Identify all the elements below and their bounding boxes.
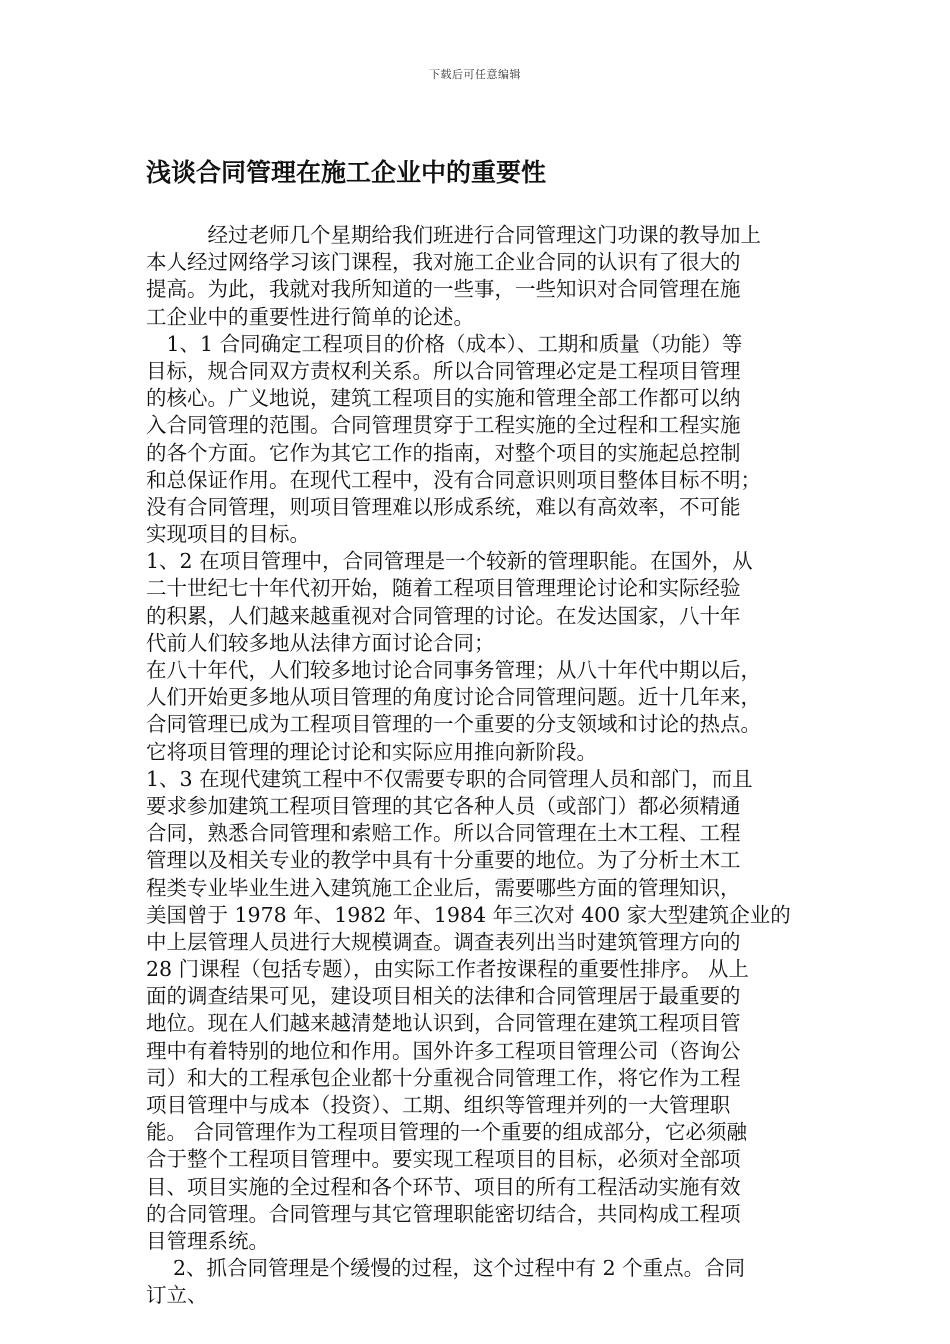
body-line: 合于整个工程项目管理中。要实现工程项目的目标，必须对全部项 xyxy=(146,1147,741,1172)
body-line: 理中有着特别的地位和作用。国外许多工程项目管理公司（咨询公 xyxy=(146,1038,741,1063)
body-line: 面的调查结果可见，建设项目相关的法律和合同管理居于最重要的 xyxy=(146,984,741,1009)
body-line: 它将项目管理的理论讨论和实际应用推向新阶段。 xyxy=(146,739,597,764)
body-line: 工企业中的重要性进行简单的论述。 xyxy=(146,304,474,329)
body-line: 的积累，人们越来越重视对合同管理的讨论。在发达国家，八十年 xyxy=(146,603,741,628)
body-line: 和总保证作用。在现代工程中，没有合同意识则项目整体目标不明； xyxy=(146,467,761,492)
body-line: 合同，熟悉合同管理和索赔工作。所以合同管理在土木工程、工程 xyxy=(146,821,741,846)
body-line: 管理以及相关专业的教学中具有十分重要的地位。为了分析土木工 xyxy=(146,848,741,873)
body-line: 1、3 在现代建筑工程中不仅需要专职的合同管理人员和部门，而且 xyxy=(146,766,753,791)
body-line: 合同管理已成为工程项目管理的一个重要的分支领域和讨论的热点。 xyxy=(146,712,761,737)
body-line: 程类专业毕业生进入建筑施工企业后，需要哪些方面的管理知识， xyxy=(146,875,741,900)
body-line: 本人经过网络学习该门课程，我对施工企业合同的认识有了很大的 xyxy=(146,250,741,275)
body-line: 美国曾于 1978 年、1982 年、1984 年三次对 400 家大型建筑企业的 xyxy=(146,902,791,927)
body-line: 订立、 xyxy=(146,1283,208,1308)
body-line: 没有合同管理，则项目管理难以形成系统，难以有高效率，不可能 xyxy=(146,494,741,519)
body-line: 中上层管理人员进行大规模调查。调查表列出当时建筑管理方向的 xyxy=(146,929,741,954)
body-line: 1、2 在项目管理中，合同管理是一个较新的管理职能。在国外，从 xyxy=(146,549,753,574)
page-header: 下载后可任意编辑 xyxy=(429,68,521,81)
body-line: 的各个方面。它作为其它工作的指南，对整个项目的实施起总控制 xyxy=(146,440,741,465)
body-line: 人们开始更多地从项目管理的角度讨论合同管理问题。近十几年来， xyxy=(146,685,761,710)
body-line: 项目管理中与成本（投资）、工期、组织等管理并列的一大管理职 xyxy=(146,1093,731,1117)
body-line: 2、抓合同管理是个缓慢的过程，这个过程中有 2 个重点。合同 xyxy=(146,1256,746,1281)
body-line: 的合同管理。合同管理与其它管理职能密切结合，共同构成工程项 xyxy=(146,1201,741,1226)
body-line: 的核心。广义地说，建筑工程项目的实施和管理全部工作都可以纳 xyxy=(146,386,741,411)
body-line: 在八十年代，人们较多地讨论合同事务管理；从八十年代中期以后， xyxy=(146,658,761,682)
body-line: 地位。现在人们越来越清楚地认识到，合同管理在建筑工程项目管 xyxy=(146,1011,741,1036)
body-line: 代前人们较多地从法律方面讨论合同； xyxy=(146,630,495,655)
body-line: 提高。为此，我就对我所知道的一些事，一些知识对合同管理在施 xyxy=(146,277,741,302)
body-line: 目标，规合同双方责权利关系。所以合同管理必定是工程项目管理 xyxy=(146,358,741,383)
body-line: 目、项目实施的全过程和各个环节、项目的所有工程活动实施有效 xyxy=(146,1174,741,1199)
body-line: 二十世纪七十年代初开始，随着工程项目管理理论讨论和实际经验 xyxy=(146,576,741,601)
body-line: 1、1 合同确定工程项目的价格（成本）、工期和质量（功能）等 xyxy=(146,331,743,356)
body-line: 实现项目的目标。 xyxy=(146,522,310,547)
body-line: 能。 合同管理作为工程项目管理的一个重要的组成部分，它必须融 xyxy=(146,1120,748,1145)
body-line: 入合同管理的范围。合同管理贯穿于工程实施的全过程和工程实施 xyxy=(146,413,741,438)
body-line: 司）和大的工程承包企业都十分重视合同管理工作，将它作为工程 xyxy=(146,1065,741,1090)
document-title: 浅谈合同管理在施工企业中的重要性 xyxy=(146,158,547,187)
body-line: 要求参加建筑工程项目管理的其它各种人员（或部门）都必须精通 xyxy=(146,793,741,818)
body-line: 目管理系统。 xyxy=(146,1228,269,1253)
body-line: 28 门课程（包括专题），由实际工作者按课程的重要性排序。 从上 xyxy=(146,957,749,982)
document-body xyxy=(146,222,811,1310)
body-line: 经过老师几个星期给我们班进行合同管理这门功课的教导加上 xyxy=(146,223,761,247)
